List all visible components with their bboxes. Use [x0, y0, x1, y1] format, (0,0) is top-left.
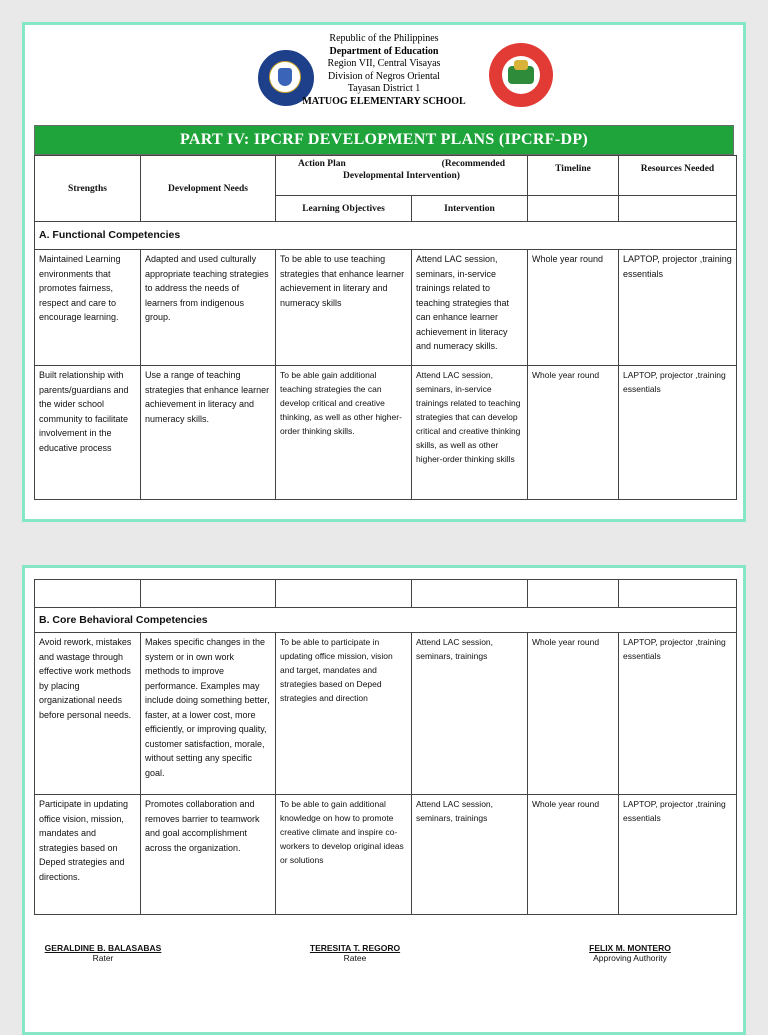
col-header-timeline: Timeline — [528, 156, 619, 196]
timeline-cell: Whole year round — [528, 366, 619, 500]
signature-name: GERALDINE B. BALASABAS — [44, 943, 162, 953]
objective-cell: To be able gain additional teaching strategies the can develop critical and creative thinking, as well as other higher-order thinking skills. — [276, 366, 412, 500]
header-line: Division of Negros Oriental — [328, 70, 440, 82]
strength-cell: Participate in updating office vision, mission, mandates and strategies based on Deped strategies and directions. — [35, 795, 141, 915]
table-row — [35, 366, 737, 500]
col-header-strengths: Strengths — [35, 156, 141, 222]
header-line: Department of Education — [329, 45, 439, 57]
intervention-cell: Attend LAC session, seminars, in-service trainings related to teaching strategies that can develop critical and creative thinking skills, as well as other higher-order thinking skills — [412, 366, 528, 500]
col-header-action-plan — [276, 156, 528, 196]
header-line: Republic of the Philippines — [329, 33, 439, 44]
objective-cell: To be able to use teaching strategies that enhance learner achievement in literary and numeracy skills — [276, 250, 412, 366]
intervention-cell: Attend LAC session, seminars, trainings — [412, 795, 528, 915]
strength-cell: Maintained Learning environments that promotes fairness, respect and care to encourage learning. — [35, 250, 141, 366]
blank-cell — [141, 580, 276, 608]
need-cell: Promotes collaboration and removes barrier to teamwork and goal accomplishment across the organization. — [141, 795, 276, 915]
col-header-objectives: Learning Objectives — [276, 196, 412, 222]
resources-cell: LAPTOP, projector ,training essentials — [619, 366, 737, 500]
action-plan-label: Action Plan — [298, 159, 346, 169]
signature-role: Rater — [92, 953, 114, 963]
blank-cell — [528, 196, 619, 222]
blank-cell — [35, 580, 141, 608]
blank-cell — [276, 580, 412, 608]
school-name: MATUOG ELEMENTARY SCHOOL — [302, 95, 466, 107]
table-row — [35, 633, 737, 795]
intervention-cell: Attend LAC session, seminars, trainings — [412, 633, 528, 795]
document-header — [25, 33, 743, 108]
col-header-intervention: Intervention — [412, 196, 528, 222]
page-one — [22, 22, 746, 522]
timeline-cell: Whole year round — [528, 795, 619, 915]
section-b-title: B. Core Behavioral Competencies — [35, 608, 737, 633]
blank-cell — [528, 580, 619, 608]
recommended-label-2: Developmental Intervention) — [343, 171, 460, 181]
signature-ratee — [290, 943, 420, 963]
need-cell: Adapted and used culturally appropriate teaching strategies to address the needs of learners from indigenous group. — [141, 250, 276, 366]
resources-cell: LAPTOP, projector ,training essentials — [619, 250, 737, 366]
strength-cell: Avoid rework, mistakes and wastage through effective work methods by placing organizational needs before personal needs. — [35, 633, 141, 795]
table-row — [35, 795, 737, 915]
timeline-cell: Whole year round — [528, 250, 619, 366]
blank-cell — [619, 196, 737, 222]
signature-role: Approving Authority — [593, 953, 667, 963]
signature-approver — [560, 943, 700, 963]
section-a-title: A. Functional Competencies — [35, 222, 737, 250]
objective-cell: To be able to participate in updating office mission, vision and target, mandates and strategies based on Deped strategies and direction — [276, 633, 412, 795]
document-title: PART IV: IPCRF DEVELOPMENT PLANS (IPCRF-DP) — [34, 125, 734, 155]
header-line: Region VII, Central Visayas — [327, 58, 441, 69]
need-cell: Makes specific changes in the system or in own work methods to improve performance. Examples may include doing something better, faster, at a lower cost, more efficiently, or improving quality, customer satisfaction, morale, without setting any specific goal. — [141, 633, 276, 795]
signature-name: TERESITA T. REGORO — [309, 943, 401, 953]
signature-rater — [33, 943, 173, 963]
blank-cell — [619, 580, 737, 608]
objective-cell: To be able to gain additional knowledge on how to promote creative climate and inspire co-workers to develop original ideas or solutions — [276, 795, 412, 915]
blank-cell — [412, 580, 528, 608]
need-cell: Use a range of teaching strategies that enhance learner achievement in literacy and numeracy skills. — [141, 366, 276, 500]
recommended-label: (Recommended — [441, 159, 505, 169]
timeline-cell: Whole year round — [528, 633, 619, 795]
resources-cell: LAPTOP, projector ,training essentials — [619, 795, 737, 915]
header-line: Tayasan District 1 — [347, 83, 421, 94]
table-row — [35, 250, 737, 366]
resources-cell: LAPTOP, projector ,training essentials — [619, 633, 737, 795]
signature-name: FELIX M. MONTERO — [589, 943, 671, 953]
col-header-resources: Resources Needed — [619, 156, 737, 196]
intervention-cell: Attend LAC session, seminars, in-service trainings related to teaching strategies that can enhance learner achievement in literacy and numeracy skills. — [412, 250, 528, 366]
strength-cell: Built relationship with parents/guardians and the wider school community to facilitate involvement in the educative process — [35, 366, 141, 500]
ipcrf-table-part2 — [34, 579, 737, 915]
col-header-needs: Development Needs — [141, 156, 276, 222]
ipcrf-table-part1 — [34, 155, 737, 500]
page-two — [22, 565, 746, 1035]
signature-role: Ratee — [343, 953, 367, 963]
